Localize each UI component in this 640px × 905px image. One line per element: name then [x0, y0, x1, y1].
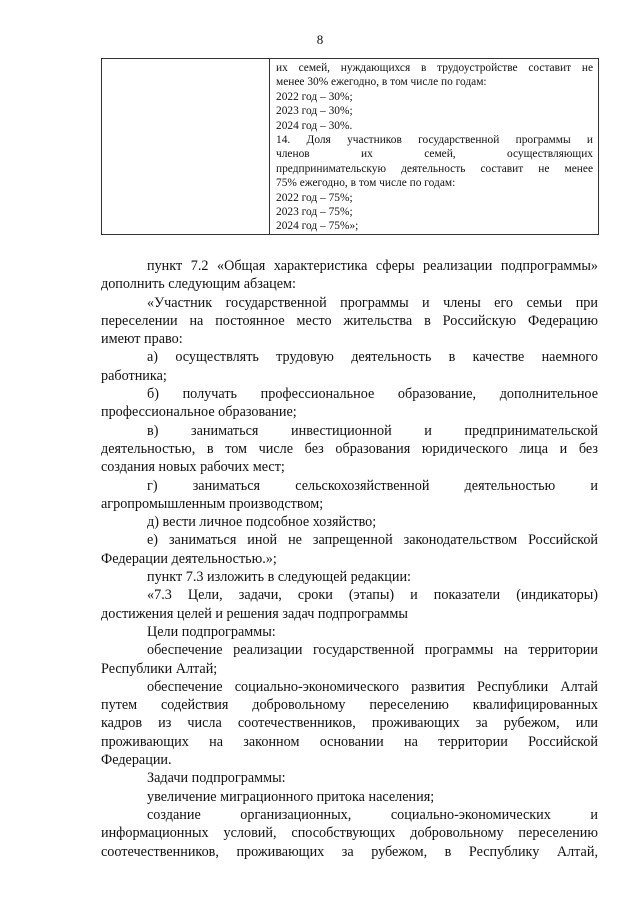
- table-line: 2024 год – 75%»;: [276, 220, 359, 233]
- text-line: работника;: [101, 367, 167, 384]
- text-line: в) заниматься инвестиционной и предпринимательской: [147, 422, 598, 439]
- text-line: информационных условий, способствующих добровольному переселению: [101, 825, 598, 842]
- text-line: переселении на постоянное место жительства в Российскую Федерацию: [101, 312, 598, 329]
- text-line: Задачи подпрограммы:: [147, 770, 286, 787]
- table-line: менее 30% ежегодно, в том числе по годам:: [276, 76, 487, 89]
- table-line: членов их семей, осуществляющих: [276, 148, 593, 161]
- document-body: [101, 257, 598, 861]
- text-line: увеличение миграционного притока населения;: [147, 788, 435, 805]
- text-line: обеспечение социально-экономического развития Республики Алтай: [147, 678, 598, 695]
- text-line: имеют право:: [101, 331, 183, 348]
- table-row: [102, 59, 599, 235]
- text-line: «7.3 Цели, задачи, сроки (этапы) и показатели (индикаторы): [147, 587, 598, 604]
- text-line: «Участник государственной программы и члены его семьи при: [147, 294, 598, 311]
- text-line: е) заниматься иной не запрещенной законодательством Российской: [147, 532, 598, 549]
- text-line: пункт 7.2 «Общая характеристика сферы реализации подпрограммы»: [147, 258, 598, 274]
- page-number: 8: [316, 32, 324, 47]
- text-line: б) получать профессиональное образование, дополнительное: [147, 386, 598, 403]
- indicators-table: [101, 58, 599, 235]
- text-line: проживающих на законном основании на территории Российской: [101, 733, 598, 750]
- text-line: д) вести личное подсобное хозяйство;: [147, 514, 377, 531]
- text-line: дополнить следующим абзацем:: [101, 276, 296, 293]
- text-line: соотечественников, проживающих за рубежом, в Республику Алтай,: [101, 843, 598, 860]
- text-line: г) заниматься сельскохозяйственной деятельностью и: [147, 477, 598, 494]
- text-line: обеспечение реализации государственной программы на территории: [147, 642, 598, 659]
- table-line: 2023 год – 30%;: [276, 105, 353, 118]
- text-line: Республики Алтай;: [101, 660, 218, 677]
- table-line: предпринимательскую деятельность составит не менее: [276, 162, 593, 175]
- table-line: 2022 год – 30%;: [276, 90, 353, 103]
- text-line: кадров из числа соотечественников, проживающих за рубежом, или: [101, 715, 598, 732]
- text-line: создания новых рабочих мест;: [101, 459, 285, 476]
- table-line: 2022 год – 75%;: [276, 191, 353, 204]
- table-cell-text: [270, 59, 599, 235]
- table-line: 2023 год – 75%;: [276, 206, 353, 219]
- text-line: Цели подпрограммы:: [147, 623, 276, 640]
- text-line: достижения целей и решения задач подпрограммы: [101, 605, 408, 622]
- table-cell-empty: [102, 59, 270, 235]
- text-line: профессиональное образование;: [101, 404, 297, 421]
- text-line: а) осуществлять трудовую деятельность в качестве наемного: [147, 349, 598, 366]
- text-line: Федерации деятельностью.»;: [101, 550, 277, 567]
- text-line: создание организационных, социально-экономических и: [147, 806, 598, 823]
- table-line: их семей, нуждающихся в трудоустройстве составит не: [276, 62, 593, 74]
- text-line: агропромышленным производством;: [101, 495, 324, 512]
- table-line: 2024 год – 30%.: [276, 119, 353, 132]
- text-line: Федерации.: [101, 752, 172, 769]
- text-line: путем содействия добровольному переселению квалифицированных: [101, 697, 598, 714]
- table-line: 75% ежегодно, в том числе по годам:: [276, 177, 456, 190]
- text-line: пункт 7.3 изложить в следующей редакции:: [147, 569, 411, 586]
- table-line: 14. Доля участников государственной программы и: [276, 134, 593, 147]
- text-line: деятельностью, в том числе без образования юридического лица и без: [101, 440, 598, 457]
